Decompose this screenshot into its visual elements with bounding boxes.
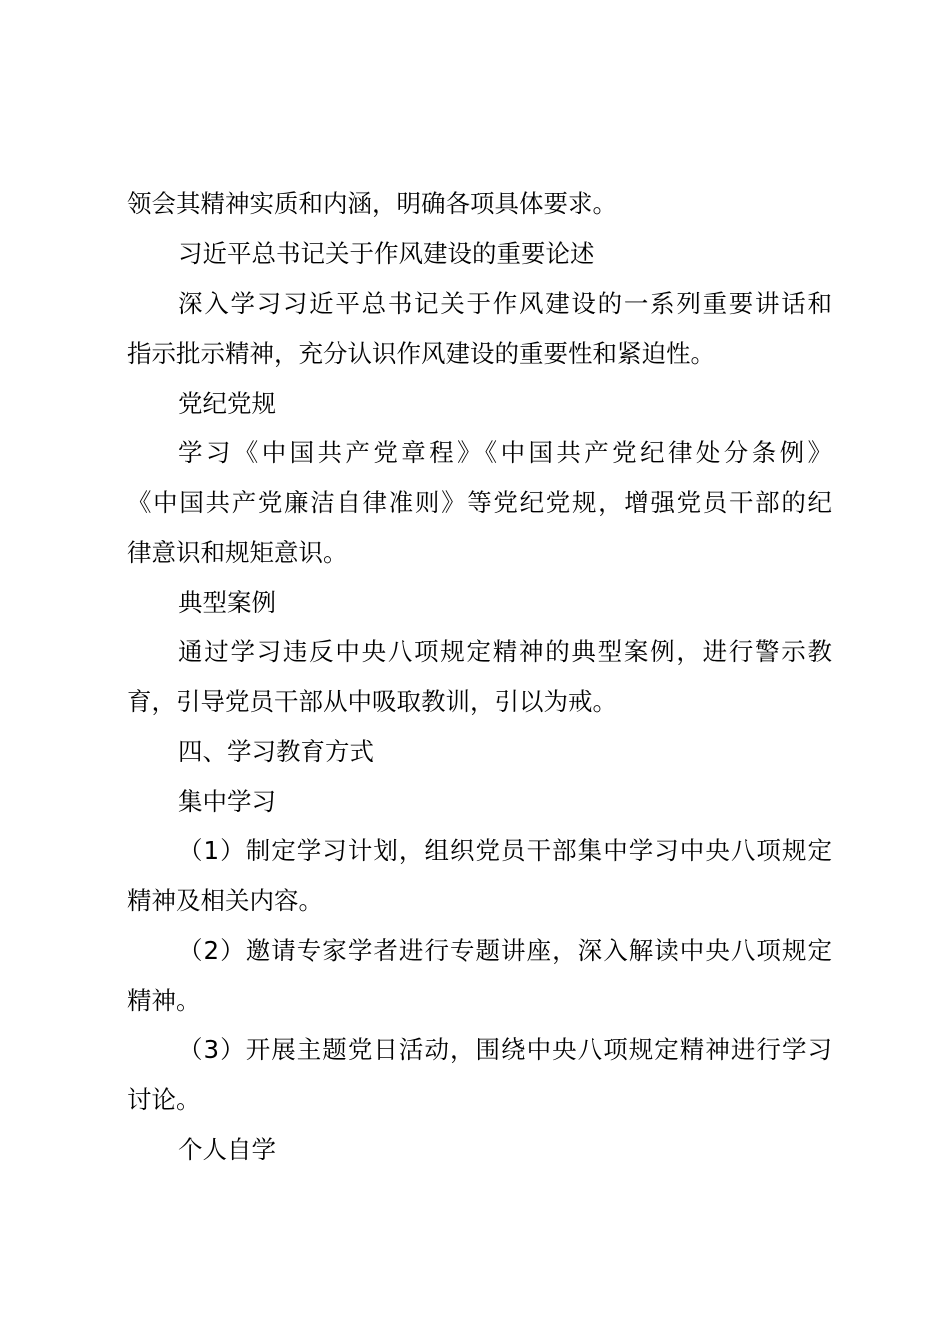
paragraph-first-line: 深入学习习近平总书记关于作风建设的一系列重要讲话和 [178, 289, 832, 318]
list-item-first-line: （2）邀请专家学者进行专题讲座，深入解读中央八项规定 [178, 936, 832, 965]
section-heading: 四、学习教育方式 [178, 737, 374, 766]
section-heading: 典型案例 [178, 588, 276, 617]
body-text-line: 《中国共产党廉洁自律准则》等党纪党规，增强党员干部的纪 [127, 488, 832, 517]
body-text-line: 指示批示精神，充分认识作风建设的重要性和紧迫性。 [127, 339, 715, 368]
section-heading: 习近平总书记关于作风建设的重要论述 [178, 239, 595, 268]
body-text-line: 育，引导党员干部从中吸取教训，引以为戒。 [127, 687, 617, 716]
body-text-line: 精神。 [127, 986, 201, 1015]
section-heading: 集中学习 [178, 787, 276, 816]
paragraph-first-line: 通过学习违反中央八项规定精神的典型案例，进行警示教 [178, 637, 832, 666]
body-text-line: 律意识和规矩意识。 [127, 538, 348, 567]
body-text-line: 精神及相关内容。 [127, 886, 323, 915]
list-item-first-line: （1）制定学习计划，组织党员干部集中学习中央八项规定 [178, 836, 832, 865]
body-text-line: 讨论。 [127, 1085, 201, 1114]
body-text-line: 领会其精神实质和内涵，明确各项具体要求。 [127, 189, 617, 218]
section-heading: 党纪党规 [178, 389, 276, 418]
list-item-first-line: （3）开展主题党日活动，围绕中央八项规定精神进行学习 [178, 1035, 832, 1064]
paragraph-first-line: 学习《中国共产党章程》《中国共产党纪律处分条例》 [178, 438, 832, 467]
section-heading: 个人自学 [178, 1135, 276, 1164]
